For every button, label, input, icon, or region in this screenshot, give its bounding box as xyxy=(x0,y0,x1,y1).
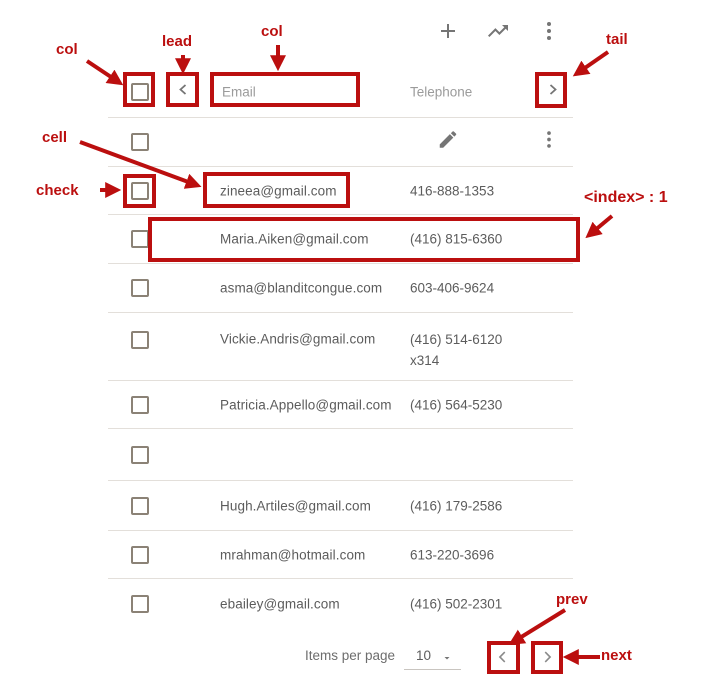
email-cell[interactable]: Vickie.Andris@gmail.com xyxy=(220,331,376,347)
annotation-label-prev: prev xyxy=(556,591,588,608)
table-menu-button[interactable] xyxy=(537,19,561,43)
row-checkbox[interactable] xyxy=(131,396,149,414)
table-row xyxy=(108,578,573,628)
annotation-label-next: next xyxy=(601,647,632,664)
column-header-row xyxy=(108,66,573,117)
arrow-row-index xyxy=(594,216,612,231)
telephone-cell[interactable] xyxy=(410,329,502,371)
annotation-label-col-checkbox: col xyxy=(56,41,78,58)
row-checkbox[interactable] xyxy=(131,133,149,151)
row-checkbox[interactable] xyxy=(131,497,149,515)
telephone-cell[interactable]: (416) 564-5230 xyxy=(410,397,503,412)
dropdown-caret-icon xyxy=(441,651,453,669)
lead-button[interactable] xyxy=(175,80,193,103)
table-row xyxy=(108,312,573,380)
arrow-tail xyxy=(582,52,608,70)
annotation-label-lead: lead xyxy=(162,33,193,50)
edit-button[interactable] xyxy=(437,129,459,156)
add-button[interactable] xyxy=(436,19,460,43)
page-size-underline xyxy=(404,669,461,670)
chevron-left-icon xyxy=(175,80,193,98)
table-row xyxy=(108,380,573,428)
row-menu-button[interactable] xyxy=(538,129,560,156)
column-header-telephone[interactable]: Telephone xyxy=(410,84,473,99)
email-cell[interactable]: mrahman@hotmail.com xyxy=(220,547,366,562)
row-checkbox[interactable] xyxy=(131,279,149,297)
annotation-label-check: check xyxy=(36,182,79,199)
more-vert-icon xyxy=(538,129,560,151)
chevron-left-icon xyxy=(495,649,511,665)
email-cell[interactable]: Maria.Aiken@gmail.com xyxy=(220,231,369,247)
select-all-checkbox[interactable] xyxy=(131,83,149,101)
table-row xyxy=(108,166,573,214)
telephone-cell[interactable]: 416-888-1353 xyxy=(410,183,495,198)
table-row xyxy=(108,530,573,578)
table-row xyxy=(108,263,573,312)
row-checkbox[interactable] xyxy=(131,595,149,613)
table-row xyxy=(108,214,573,263)
more-vert-icon xyxy=(537,19,561,43)
chevron-right-icon xyxy=(543,80,561,98)
telephone-cell[interactable]: 603-406-9624 xyxy=(410,280,495,296)
row-checkbox[interactable] xyxy=(131,182,149,200)
row-checkbox[interactable] xyxy=(131,230,149,248)
annotation-label-tail: tail xyxy=(606,31,628,48)
row-checkbox[interactable] xyxy=(131,546,149,564)
email-cell[interactable]: Hugh.Artiles@gmail.com xyxy=(220,498,371,513)
email-cell[interactable]: zineea@gmail.com xyxy=(220,183,337,198)
next-page-button[interactable] xyxy=(539,649,555,665)
row-checkbox[interactable] xyxy=(131,331,149,349)
email-cell[interactable]: asma@blanditcongue.com xyxy=(220,280,383,296)
page-size-select[interactable]: 10 xyxy=(416,648,432,663)
add-icon xyxy=(436,19,460,43)
row-checkbox[interactable] xyxy=(131,446,149,464)
email-cell[interactable]: Patricia.Appello@gmail.com xyxy=(220,397,392,412)
telephone-line1: (416) 514-6120 xyxy=(410,332,503,347)
annotation-label-cell: cell xyxy=(42,129,68,146)
telephone-cell[interactable]: 613-220-3696 xyxy=(410,547,495,562)
telephone-cell[interactable]: (416) 179-2586 xyxy=(410,498,503,513)
column-header-email[interactable]: Email xyxy=(222,84,256,99)
edit-pencil-icon xyxy=(437,129,459,151)
items-per-page-label: Items per page xyxy=(305,648,396,663)
tail-button[interactable] xyxy=(543,80,561,103)
chevron-right-icon xyxy=(539,649,555,665)
annotation-label-col-email: col xyxy=(261,23,283,40)
table-row-empty xyxy=(108,428,573,480)
show-chart-icon xyxy=(486,19,510,43)
email-cell[interactable]: ebailey@gmail.com xyxy=(220,596,340,611)
edit-toolbar-row xyxy=(108,117,573,166)
telephone-line2: x314 xyxy=(410,353,440,368)
show-chart-button[interactable] xyxy=(486,19,510,43)
prev-page-button[interactable] xyxy=(495,649,511,665)
annotation-label-row-index: <index> : 1 xyxy=(584,189,668,206)
table-row xyxy=(108,480,573,530)
telephone-cell[interactable]: (416) 815-6360 xyxy=(410,231,503,247)
telephone-cell[interactable]: (416) 502-2301 xyxy=(410,596,503,611)
